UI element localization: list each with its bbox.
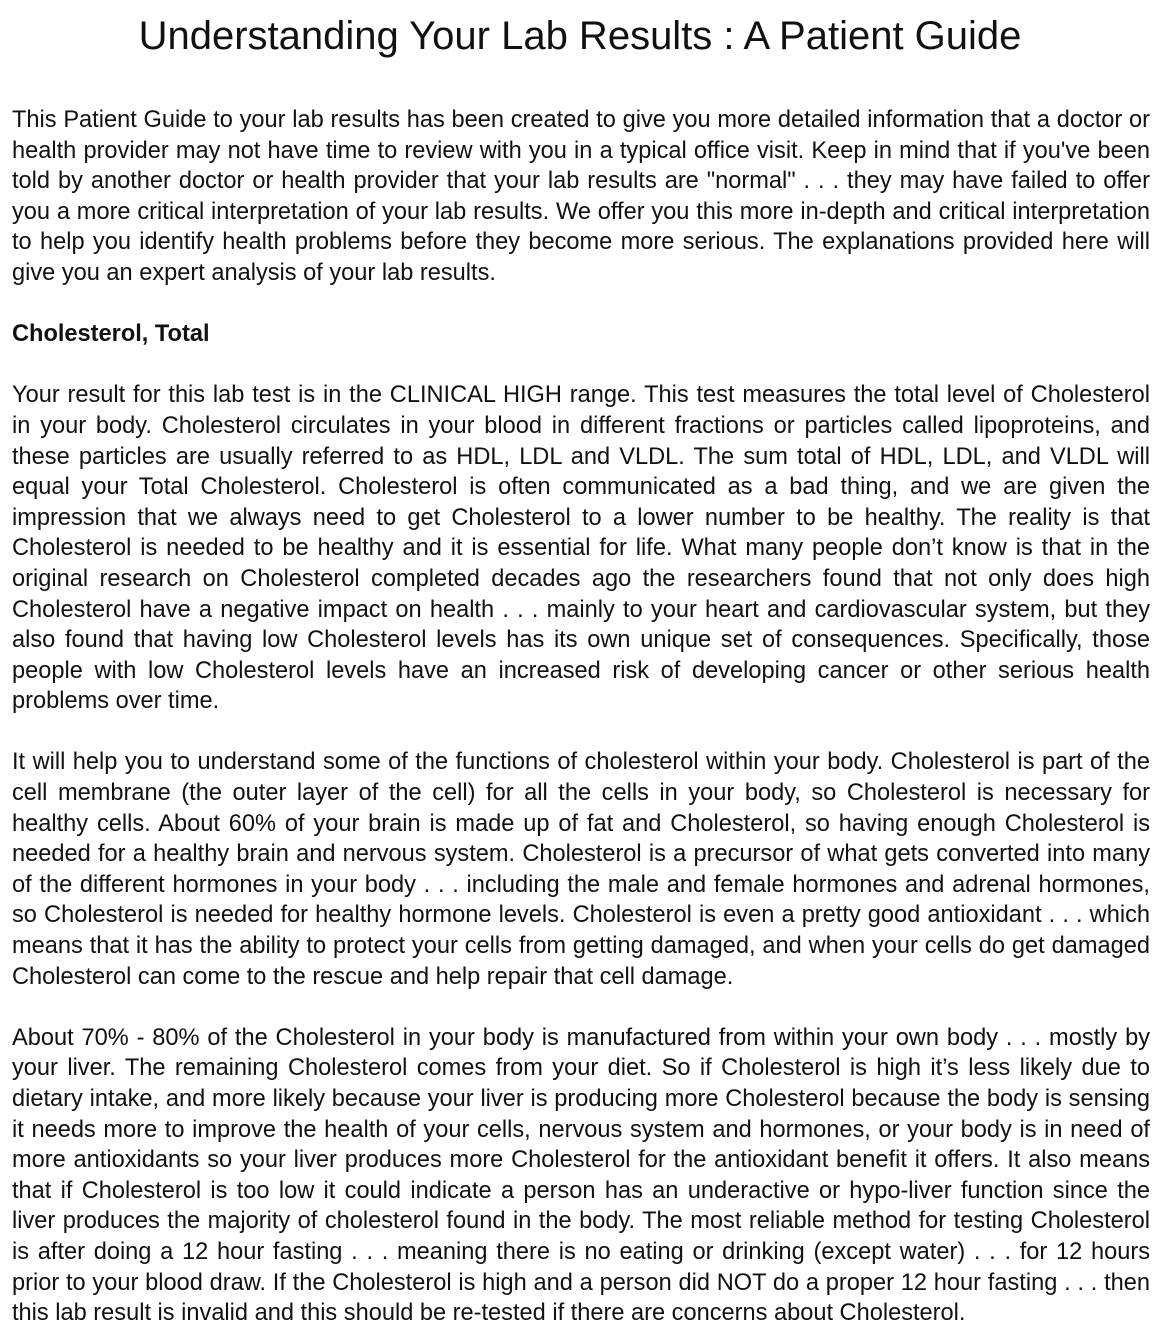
section-paragraph-2: It will help you to understand some of the functions of cholesterol within your body. Cholesterol is part of the cell membrane (the outer layer of the cell) for all the cells in your body, so Cholesterol is necessary for healthy cells. About 60% of your brain is made up of fat and Cholesterol, so having enough Cholesterol is needed for a healthy brain and nervous system. Cholesterol is a precursor of what gets converted into many of the different hormones in your body . . . including the male and female hormones and adrenal hormones, so Cholesterol is needed for healthy hormone levels. Cholesterol is even a pretty good antioxidant . . . which means that it has the ability to protect your cells from getting damaged, and when your cells do get damaged Cholesterol can come to the rescue and help repair that cell damage. bbox=[12, 749, 1150, 990]
section-paragraph-1: Your result for this lab test is in the CLINICAL HIGH range. This test measures the total level of Cholesterol in your body. Cholesterol circulates in your blood in different fractions or particles called lipoproteins, and these particles are usually referred to as HDL, LDL and VLDL. The sum total of HDL, LDL, and VLDL will equal your Total Cholesterol. Cholesterol is often communicated as a bad thing, and we are given the impression that we always need to get Cholesterol to a lower number to be healthy. The reality is that Cholesterol is needed to be healthy and it is essential for life. What many people don’t know is that in the original research on Cholesterol completed decades ago the researchers found that not only does high Cholesterol have a negative impact on health . . . mainly to your heart and cardiovascular system, but they also found that having low Cholesterol levels has its own unique set of consequences. Specifically, those people with low Cholesterol levels have an increased risk of developing cancer or other serious health problems over time. bbox=[12, 382, 1150, 715]
document-body bbox=[12, 105, 1150, 1334]
intro-paragraph: This Patient Guide to your lab results has been created to give you more detailed information that a doctor or health provider may not have time to review with you in a typical office visit. Keep in mind that if you've been told by another doctor or health provider that your lab results are "normal" . . . they may have failed to offer you a more critical interpretation of your lab results. We offer you this more in-depth and critical interpretation to help you identify health problems before they become more serious. The explanations provided here will give you an expert analysis of your lab results. bbox=[12, 107, 1150, 286]
section-heading: Cholesterol, Total bbox=[12, 321, 210, 348]
page-title: Understanding Your Lab Results : A Patient Guide bbox=[138, 14, 1022, 58]
section-paragraph-3: About 70% - 80% of the Cholesterol in your body is manufactured from within your own body . . . mostly by your liver. The remaining Cholesterol comes from your diet. So if Cholesterol is high it’s less likely due to dietary intake, and more likely because your liver is producing more Cholesterol because the body is sensing it needs more to improve the health of your cells, nervous system and hormones, or your body is in need of more antioxidants so your liver produces more Cholesterol for the antioxidant benefit it offers. It also means that if Cholesterol is too low it could indicate a person has an underactive or hypo-liver function since the liver produces the majority of cholesterol found in the body. The most reliable method for testing Cholesterol is after doing a 12 hour fasting . . . meaning there is no eating or drinking (except water) . . . for 12 hours prior to your blood draw. If the Cholesterol is high and a person did NOT do a proper 12 hour fasting . . . then this lab result is invalid and this should be re-tested if there are concerns about Cholesterol. bbox=[12, 1024, 1150, 1327]
